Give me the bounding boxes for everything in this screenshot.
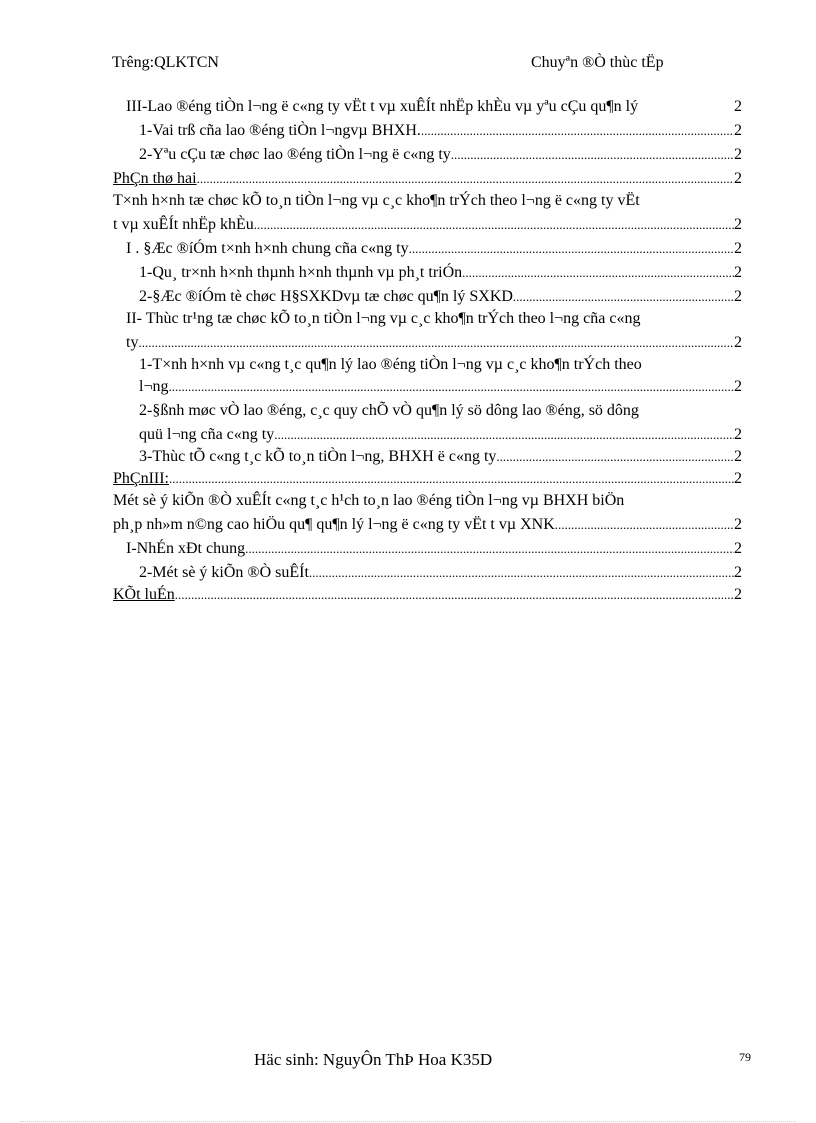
- toc-leader-dots: [513, 286, 734, 308]
- toc-leader-dots: [451, 144, 734, 166]
- toc-entry: [113, 468, 742, 490]
- toc-page-number: 2: [734, 146, 742, 163]
- footer-page-number: 79: [739, 1050, 751, 1064]
- footer-author: Häc sinh: NguyÔn ThÞ Hoa K35D: [254, 1050, 493, 1069]
- toc-entry-text: 1-Vai trß cña lao ®éng tiÒn l¬ngvµ BHXH.: [139, 122, 421, 139]
- toc-entry: [113, 214, 742, 236]
- toc-entry: [126, 238, 742, 260]
- toc-entry: [113, 168, 742, 190]
- toc-entry-text: t vµ xuÊÍt nhËp khÈu: [113, 216, 254, 233]
- toc-leader-dots: [274, 424, 734, 446]
- toc-leader-dots: [462, 262, 734, 284]
- toc-page-number: 2: [734, 378, 742, 395]
- toc-entry: [139, 262, 742, 284]
- toc-entry: [113, 584, 742, 606]
- toc-leader-dots: [245, 538, 734, 560]
- header-right: Chuyªn ®Ò thùc tËp: [531, 54, 664, 71]
- toc-page-number: 2: [734, 516, 742, 533]
- toc-page-number: 2: [734, 448, 742, 465]
- toc-entry-text: 1-Qu¸ tr×nh h×nh thµnh h×nh thµnh vµ ph¸t triÓn: [139, 264, 463, 281]
- toc-entry: [139, 400, 742, 422]
- toc-entry: [139, 376, 742, 398]
- toc-page-number: 2: [734, 426, 742, 443]
- toc-entry-text: I . §Æc ®íÓm t×nh h×nh chung cña c«ng ty: [126, 240, 409, 257]
- toc-page-number: 2: [734, 170, 742, 187]
- toc-entry: [139, 562, 742, 584]
- toc-page-number: 2: [734, 122, 742, 139]
- toc-page-number: 2: [734, 586, 742, 603]
- toc-entry: [126, 332, 742, 354]
- toc-leader-dots: [421, 120, 734, 142]
- toc-entry: [113, 514, 742, 536]
- toc-leader-dots: [175, 584, 734, 606]
- toc-leader-dots: [169, 468, 734, 490]
- toc-page-number: 2: [734, 470, 742, 487]
- toc-entry-text: 2-§ßnh møc vÒ lao ®éng, c¸c quy chÕ vÒ qu¶n lý sö dông lao ®éng, sö dông: [139, 402, 639, 419]
- toc-leader-dots: [254, 214, 734, 236]
- toc-leader-dots: [496, 446, 734, 468]
- toc-page-number: 2: [734, 564, 742, 581]
- toc-leader-dots: [138, 332, 734, 354]
- toc-entry-text: l¬ng: [139, 378, 169, 395]
- toc-entry: [139, 144, 742, 166]
- toc-entry: [139, 424, 742, 446]
- toc-entry-text: PhÇn thø hai: [113, 170, 197, 187]
- toc-page-number: 2: [734, 98, 742, 115]
- toc-entry-text: 2-Mét sè ý kiÕn ®Ò suÊÍt: [139, 564, 309, 581]
- toc-page-number: 2: [734, 334, 742, 351]
- toc-entry: [113, 490, 742, 512]
- toc-entry: [139, 120, 742, 142]
- toc-entry-text: T×nh h×nh tæ chøc kÕ to¸n tiÒn l¬ng vµ c¸c kho¶n trÝch theo l¬ng ë c«ng ty vËt: [113, 192, 640, 209]
- toc-entry-text: II- Thùc tr¹ng tæ chøc kÕ to¸n tiÒn l¬ng vµ c¸c kho¶n trÝch theo l¬ng cña c«ng: [126, 310, 641, 327]
- toc-entry: [113, 190, 742, 212]
- toc-entry: [139, 354, 742, 376]
- toc-page-number: 2: [734, 540, 742, 557]
- toc-leader-dots: [168, 376, 734, 398]
- toc-leader-dots: [197, 168, 734, 190]
- toc-entry-text: Mét sè ý kiÕn ®Ò xuÊÍt c«ng t¸c h¹ch to¸n lao ®éng tiÒn l¬ng vµ BHXH biÖn: [113, 492, 625, 509]
- toc-entry-text: ty: [126, 334, 139, 351]
- toc-entry: [126, 538, 742, 560]
- toc-page-number: 2: [734, 264, 742, 281]
- toc-page-number: 2: [734, 288, 742, 305]
- toc-entry-text: 2-§Æc ®íÓm tè chøc H§SXKDvµ tæ chøc qu¶n lý SXKD: [139, 288, 513, 305]
- toc-entry: [139, 446, 742, 468]
- toc-entry-text: 3-Thùc tÕ c«ng t¸c kÕ to¸n tiÒn l¬ng, BHXH ë c«ng ty: [139, 448, 497, 465]
- toc-entry-text: ph¸p nh»m n©ng cao hiÖu qu¶ qu¶n lý l¬ng ë c«ng ty vËt t vµ XNK: [113, 516, 555, 533]
- toc-entry: [126, 308, 742, 330]
- toc-page-number: 2: [734, 216, 742, 233]
- bottom-divider: [20, 1121, 796, 1122]
- header-left: Trêng:QLKTCN: [112, 54, 219, 71]
- toc-entry-text: 1-T×nh h×nh vµ c«ng t¸c qu¶n lý lao ®éng tiÒn l¬ng vµ c¸c kho¶n trÝch theo: [139, 356, 642, 373]
- toc-entry: [126, 96, 742, 118]
- toc-leader-dots: [555, 514, 734, 536]
- toc-entry: [139, 286, 742, 308]
- toc-entry-text: 2-Yªu cÇu tæ chøc lao ®éng tiÒn l¬ng ë c«ng ty: [139, 146, 451, 163]
- toc-entry-text: KÕt luÉn: [113, 586, 175, 603]
- toc-entry-text: III-Lao ®éng tiÒn l¬ng ë c«ng ty vËt t vµ xuÊÍt nhËp khÈu vµ yªu cÇu qu¶n lý: [126, 98, 639, 115]
- toc-leader-dots: [409, 238, 734, 260]
- toc-leader-dots: [309, 562, 734, 584]
- toc-entry-text: PhÇnIII:: [113, 470, 169, 487]
- toc-entry-text: I-NhÉn xÐt chung: [126, 540, 246, 557]
- toc-page-number: 2: [734, 240, 742, 257]
- toc-entry-text: quü l¬ng cña c«ng ty: [139, 426, 275, 443]
